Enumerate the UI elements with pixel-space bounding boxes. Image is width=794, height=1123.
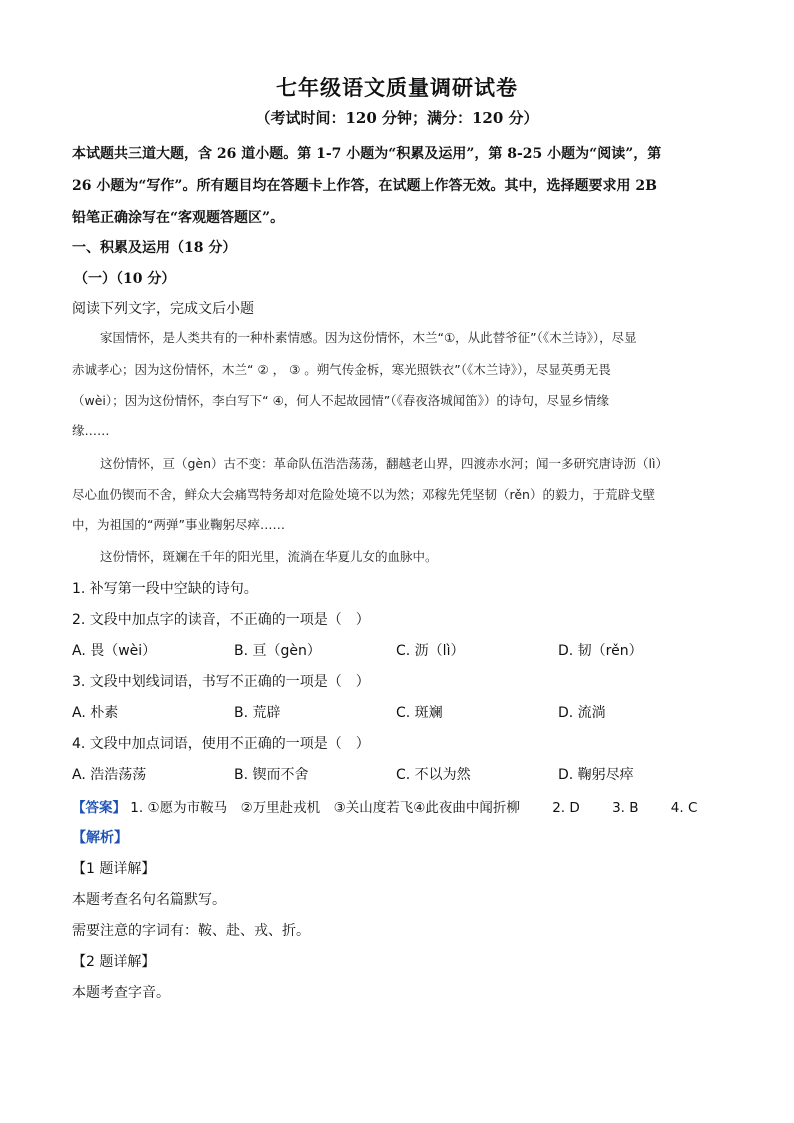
exam-subtitle: （考试时间：120 分钟；满分：120 分） <box>255 109 539 127</box>
passage-p2-line-2: 尽心血仍锲而不舍，鲜众大会痛骂特务却对危险处境不以为然；邓稼先凭坚韧（rěn）的毅力，于荒辟戈壁 <box>72 487 655 502</box>
instruction-text: 阅读下列文字，完成文后小题 <box>72 301 254 317</box>
detail-2-text: 本题考查字音。 <box>72 985 170 1001</box>
detail-2-tag: 【2 题详解】 <box>72 954 156 970</box>
answer-4: 4. C <box>670 800 698 816</box>
q4-option-c: C. 不以为然 <box>396 767 471 783</box>
question-3: 3. 文段中划线词语，书写不正确的一项是（ ） <box>72 674 370 690</box>
q2-option-a: A. 畏（wèi） <box>72 643 157 659</box>
passage-p1-line-1: 家国情怀，是人类共有的一种朴素情感。因为这份情怀，木兰“①，从此替爷征”（《木兰诗》），尽显 <box>100 330 637 345</box>
q2-option-d: D. 韧（rěn） <box>558 643 643 659</box>
intro-line-3: 铅笔正确涂写在“客观题答题区”。 <box>72 210 285 226</box>
intro-line-1: 本试题共三道大题，含 26 道小题。第 1-7 小题为“积累及运用”，第 8-25 小题为“阅读”，第 <box>72 146 662 162</box>
q4-option-a: A. 浩浩荡荡 <box>72 767 147 783</box>
passage-p1-line-2: 赤诚孝心；因为这份情怀，木兰“ ② ， ③ 。朔气传金柝，寒光照铁衣”（《木兰诗》），尽显英勇无畏 <box>72 362 611 377</box>
detail-1-text: 本题考查名句名篇默写。 <box>72 892 226 908</box>
q2-option-c: C. 沥（lì） <box>396 643 465 659</box>
answer-1: 1. ①愿为市鞍马 ②万里赴戎机 ③关山度若飞④此夜曲中闻折柳 <box>130 800 520 816</box>
answer-tag: 【答案】 <box>72 800 126 816</box>
answer-3: 3. B <box>612 800 639 816</box>
question-2: 2. 文段中加点字的读音，不正确的一项是（ ） <box>72 612 370 628</box>
analysis-tag: 【解析】 <box>72 830 128 846</box>
detail-1-tag: 【1 题详解】 <box>72 861 156 877</box>
answer-row <box>72 796 697 816</box>
q4-option-d: D. 鞠躬尽瘁 <box>558 767 634 783</box>
intro-line-2: 26 小题为“写作”。所有题目均在答题卡上作答，在试题上作答无效。其中，选择题要求用 2B <box>72 178 657 194</box>
answer-2: 2. D <box>552 800 580 816</box>
passage-p1-line-4: 缘…… <box>72 423 110 438</box>
question-1: 1. 补写第一段中空缺的诗句。 <box>72 581 258 597</box>
part-heading: （一）（10 分） <box>74 271 176 287</box>
passage-p2-line-1: 这份情怀，亘（gèn）古不变：革命队伍浩浩荡荡，翻越老山界，四渡赤水河；闻一多研究唐诗沥（lì） <box>100 456 668 471</box>
q3-option-d: D. 流淌 <box>558 705 606 721</box>
q4-option-b: B. 锲而不舍 <box>234 767 309 783</box>
passage-p1-line-3: （wèi）；因为这份情怀，李白写下“ ④，何人不起故园情”（《春夜洛城闻笛》）的诗句，尽显乡情缘 <box>72 393 610 408</box>
passage-p2-line-3: 中，为祖国的“两弹”事业鞠躬尽瘁…… <box>72 517 285 532</box>
q3-option-b: B. 荒辟 <box>234 705 281 721</box>
q3-option-a: A. 朴素 <box>72 705 119 721</box>
passage-p3: 这份情怀，斑斓在千年的阳光里，流淌在华夏儿女的血脉中。 <box>100 549 438 564</box>
section-heading: 一、积累及运用（18 分） <box>72 240 237 256</box>
q2-option-b: B. 亘（gèn） <box>234 643 321 659</box>
q3-option-c: C. 斑斓 <box>396 705 443 721</box>
question-4: 4. 文段中加点词语，使用不正确的一项是（ ） <box>72 736 370 752</box>
detail-1-note: 需要注意的字词有：鞍、赴、戎、折。 <box>72 923 310 939</box>
exam-title: 七年级语文质量调研试卷 <box>276 75 518 100</box>
